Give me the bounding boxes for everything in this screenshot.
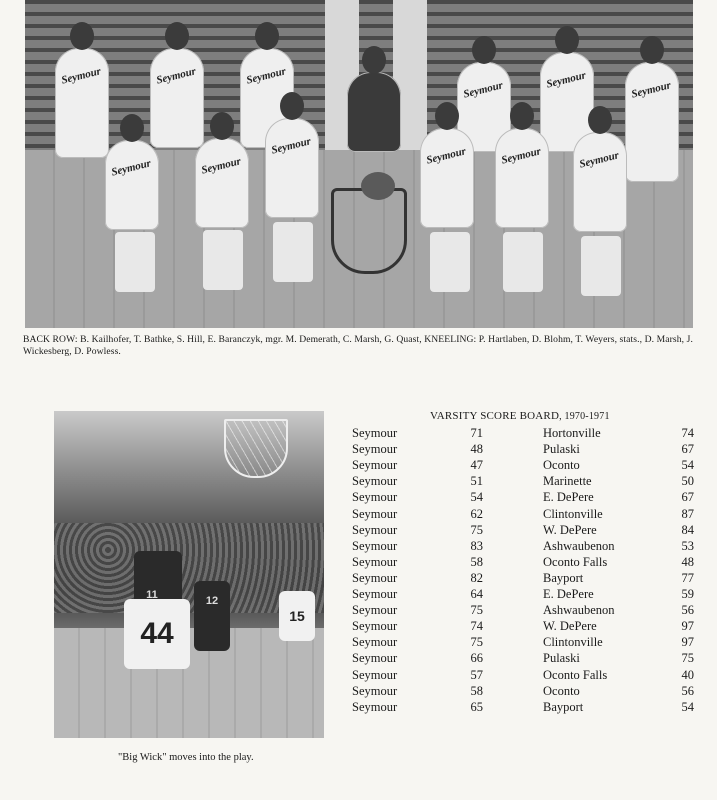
scoreboard-team: Seymour (352, 603, 398, 618)
scoreboard-opponent-score: 67 (681, 490, 694, 505)
player-legs (430, 232, 470, 292)
scoreboard-team: Seymour (352, 683, 398, 698)
player-figure (105, 140, 159, 230)
jersey-logo: Seymour (60, 65, 103, 87)
scoreboard-opponent-score: 77 (681, 570, 694, 585)
player-figure (420, 128, 474, 228)
scoreboard-opponent-score: 48 (681, 554, 694, 569)
scoreboard-opponent: Oconto (543, 458, 580, 473)
player-figure (265, 118, 319, 218)
player-legs (273, 222, 313, 282)
scoreboard-opponent: W. DePere (543, 619, 597, 634)
scoreboard-row (352, 425, 694, 441)
scoreboard-row (352, 650, 694, 666)
scoreboard-row (352, 441, 694, 457)
scoreboard-opponent-score: 56 (681, 683, 694, 698)
scoreboard-opponent: Clintonville (543, 635, 603, 650)
jersey-logo: Seymour (245, 65, 288, 87)
scoreboard-opponent-score: 84 (681, 522, 694, 537)
scoreboard-opponent: Bayport (543, 570, 584, 585)
scoreboard-team-score: 48 (470, 442, 483, 457)
scoreboard-opponent-score: 54 (681, 699, 694, 714)
scoreboard-row (352, 538, 694, 554)
jersey-logo: Seymour (200, 155, 243, 177)
scoreboard-team: Seymour (352, 554, 398, 569)
scoreboard-team: Seymour (352, 619, 398, 634)
scoreboard-team: Seymour (352, 651, 398, 666)
player-figure (55, 48, 109, 158)
scoreboard-team: Seymour (352, 538, 398, 553)
player-legs (503, 232, 543, 292)
scoreboard-opponent-score: 97 (681, 635, 694, 650)
scoreboard-team-score: 65 (470, 699, 483, 714)
jersey-logo: Seymour (155, 65, 198, 87)
scoreboard-row (352, 634, 694, 650)
scoreboard-team-score: 58 (470, 554, 483, 569)
jersey-logo: Seymour (462, 79, 505, 101)
scoreboard-row (352, 457, 694, 473)
scoreboard-team: Seymour (352, 490, 398, 505)
scoreboard-opponent-score: 74 (681, 426, 694, 440)
basketball (361, 172, 395, 200)
scoreboard-row (352, 554, 694, 570)
scoreboard-row (352, 667, 694, 683)
scoreboard-team-score: 58 (470, 683, 483, 698)
scoreboard-title-years: , 1970-1971 (559, 411, 610, 422)
scoreboard-team: Seymour (352, 667, 398, 682)
scoreboard-opponent: E. DePere (543, 490, 594, 505)
player-figure (495, 128, 549, 228)
jersey-logo: Seymour (630, 79, 673, 101)
scoreboard-opponent: Oconto Falls (543, 667, 608, 682)
scoreboard-opponent: Bayport (543, 699, 584, 714)
scoreboard-team: Seymour (352, 570, 398, 585)
scoreboard-opponent-score: 53 (681, 538, 694, 553)
scoreboard-opponent-score: 59 (681, 587, 694, 601)
jersey-number: 12 (205, 595, 219, 607)
action-photo (54, 411, 324, 738)
scoreboard-row (352, 522, 694, 538)
scoreboard-opponent: Pulaski (543, 651, 580, 666)
scoreboard-team-score: 74 (470, 619, 483, 634)
player-legs (581, 236, 621, 296)
scoreboard-team: Seymour (352, 699, 398, 714)
player-legs (203, 230, 243, 290)
jersey-logo: Seymour (500, 145, 543, 167)
scoreboard-opponent: Ashwaubenon (543, 538, 615, 553)
scoreboard-opponent-score: 87 (681, 506, 694, 521)
scoreboard-title-main: VARSITY SCORE BOARD (430, 410, 560, 422)
scoreboard-opponent-score: 56 (681, 603, 694, 618)
scoreboard-row (352, 586, 694, 602)
scoreboard-opponent-score: 50 (681, 474, 694, 489)
jersey-logo: Seymour (578, 149, 621, 171)
scoreboard-row (352, 506, 694, 522)
jersey-logo: Seymour (545, 69, 588, 91)
scoreboard-team-score: 75 (470, 522, 483, 537)
scoreboard-opponent-score: 54 (681, 458, 694, 473)
scoreboard-team-score: 82 (470, 570, 483, 585)
scoreboard-opponent-score: 75 (681, 651, 694, 666)
player-figure (150, 48, 204, 148)
player-figure (573, 132, 627, 232)
jersey-logo: Seymour (110, 157, 153, 179)
scoreboard-row (352, 570, 694, 586)
team-photo (25, 0, 693, 328)
scoreboard-row (352, 618, 694, 634)
scoreboard-team-score: 83 (470, 538, 483, 553)
scoreboard-team: Seymour (352, 458, 398, 473)
player-figure (195, 138, 249, 228)
scoreboard-team: Seymour (352, 587, 398, 601)
scoreboard-opponent: Oconto Falls (543, 554, 608, 569)
action-photo-caption: "Big Wick" moves into the play. (118, 752, 254, 763)
scoreboard-team: Seymour (352, 635, 398, 650)
scoreboard-team-score: 64 (470, 587, 483, 601)
scoreboard-opponent-score: 40 (681, 667, 694, 682)
jersey-logo: Seymour (270, 135, 313, 157)
scoreboard-opponent: Oconto (543, 683, 580, 698)
basketball-hoop (224, 419, 288, 478)
scoreboard-team-score: 71 (470, 426, 483, 440)
wheelchair (331, 188, 407, 274)
scoreboard-team-score: 66 (470, 651, 483, 666)
scoreboard-row (352, 683, 694, 699)
scoreboard-team: Seymour (352, 522, 398, 537)
manager-figure (347, 72, 401, 152)
scoreboard-opponent: Marinette (543, 474, 592, 489)
scoreboard-opponent-score: 67 (681, 442, 694, 457)
jersey-logo: Seymour (425, 145, 468, 167)
team-photo-caption: BACK ROW: B. Kailhofer, T. Bathke, S. Hill, E. Baranczyk, mgr. M. Demerath, C. Marsh, G. Quast, KNEELING: P. Hartlaben, D. Blohm, T. Weyers, stats., D. Marsh, J. Wickesberg, D. Powless. (23, 334, 693, 357)
scoreboard-team: Seymour (352, 426, 398, 440)
scoreboard-team-score: 47 (470, 458, 483, 473)
scoreboard-opponent: W. DePere (543, 522, 597, 537)
scoreboard-team-score: 75 (470, 635, 483, 650)
scoreboard-team-score: 51 (470, 474, 483, 489)
scoreboard-opponent: Clintonville (543, 506, 603, 521)
scoreboard-row (352, 602, 694, 618)
scoreboard-team-score: 62 (470, 506, 483, 521)
scoreboard-team-score: 54 (470, 490, 483, 505)
jersey-number: 15 (279, 591, 315, 641)
scoreboard-opponent-score: 97 (681, 619, 694, 634)
scoreboard-row (352, 699, 694, 715)
scoreboard-opponent: E. DePere (543, 587, 594, 601)
scoreboard-team-score: 57 (470, 667, 483, 682)
scoreboard-row (352, 473, 694, 489)
scoreboard-opponent: Hortonville (543, 426, 601, 440)
scoreboard-title (430, 410, 610, 422)
scoreboard-opponent: Pulaski (543, 442, 580, 457)
scoreboard-team: Seymour (352, 506, 398, 521)
scoreboard-row (352, 489, 694, 505)
player-figure (625, 62, 679, 182)
scoreboard-team: Seymour (352, 442, 398, 457)
scoreboard-team: Seymour (352, 474, 398, 489)
jersey-number: 11 (146, 589, 158, 601)
player-legs (115, 232, 155, 292)
scoreboard-team-score: 75 (470, 603, 483, 618)
jersey-number: 44 (124, 599, 190, 669)
scoreboard-opponent: Ashwaubenon (543, 603, 615, 618)
